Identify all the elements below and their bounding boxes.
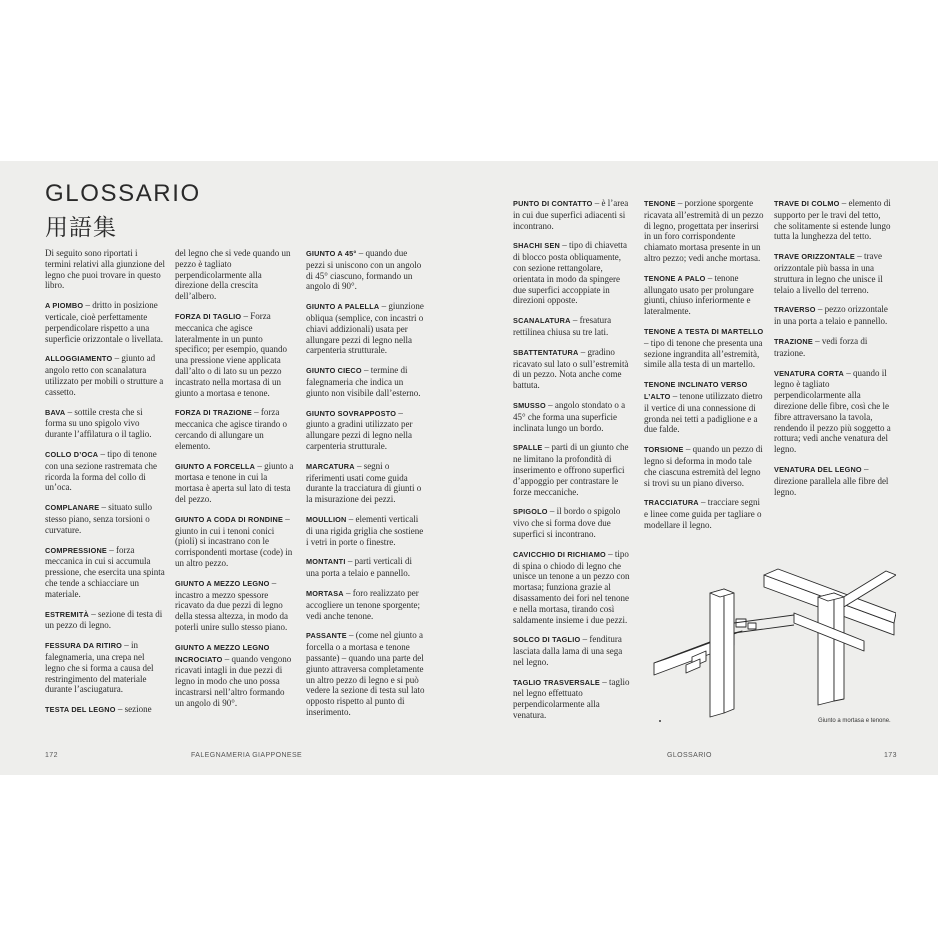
glossary-term: ALLOGGIAMENTO [45,354,113,364]
glossary-entry: MARCATURA – segni o riferimenti usati come guida durante la tracciatura di giunti o la misurazione dei pezzi. [306,460,422,505]
glossary-term: GIUNTO A FORCELLA [175,461,256,471]
glossary-term: SPIGOLO [513,507,548,517]
glossary-entry: GIUNTO A 45° – quando due pezzi si uniscono con un angolo di 45° ciascuno, formando un angolo di 90°. [306,248,422,292]
left-page-number: 172 [45,752,58,759]
glossary-definition: elemento di supporto per le travi del tetto, che solitamente si estende lungo tutta la lunghezza del tetto. [774,198,891,242]
glossary-entry: TENONE – porzione sporgente ricavata all’estremità di un pezzo di legno, progettata per inserirsi in un foro corrispondente chiamato mortasa presente in un altro pezzo; vedi anche mortasa. [644,198,764,263]
glossary-term: FORZA DI TRAZIONE [175,408,252,418]
glossary-entry: CAVICCHIO DI RICHIAMO – tipo di spina o chiodo di legno che unisce un tenone a un pezzo con mortasa; funziona grazie al disassamento dei fori nel tenone e nella mortasa, tirando così saldamente insieme i due pezzi. [513,548,630,625]
glossary-entry: COMPRESSIONE – forza meccanica in cui si accumula pressione, che esercita una spinta che tende a schiacciare un materiale. [45,544,165,599]
glossary-term: MONTANTI [306,557,346,567]
glossary-term: MOULLION [306,514,347,524]
glossary-definition: giunto ad angolo retto con scanalatura utilizzato per mobili o strutture a cassetto. [45,353,164,397]
glossary-definition: tenone allungato usato per prolungare giunti, chiuso inferiormente e lateralmente. [644,272,754,317]
glossary-term: TRAVERSO [774,305,816,315]
glossary-entry: TORSIONE – quando un pezzo di legno si deforma in modo tale che ciascuna estremità del legno si trovi su un piano diverso. [644,444,763,488]
glossary-definition: tipo di chiavetta di blocco posta obliquamente, con sezione rettangolare, orientata in modo da spingere due superfici accoppiate in direzioni opposte. [513,240,627,306]
glossary-definition: sottile cresta che si forma su uno spigolo vivo durante l’affilatura o il taglio. [45,406,152,440]
glossary-term: TORSIONE [644,445,684,455]
glossary-entry: GIUNTO A PALELLA – giunzione obliqua (semplice, con incastri o chiavi addizionali) usata per allungare pezzi di legno nella carpenteria strutturale. [306,301,424,356]
glossary-definition: quando il legno è tagliato perpendicolarmente alla direzione delle fibre, così che le fibre attraversano la tavola, rendendo il pezzo più soggetto a rottura; vedi anche venatura del legno. [774,367,891,455]
glossary-definition: gradino ricavato sul lato o sull’estremità di un pezzo. Nota anche come battuta. [513,346,629,391]
glossary-entry: TRACCIATURA – tracciare segni e linee come guida per tagliare o modellare il legno. [644,497,762,530]
glossary-entry: SBATTENTATURA – gradino ricavato sul lato o sull’estremità di un pezzo. Nota anche come battuta. [513,346,629,391]
glossary-term: COMPLANARE [45,503,100,513]
glossary-entry: COMPLANARE – situato sullo stesso piano, senza torsioni o curvature. [45,502,153,535]
glossary-entry: FESSURA DA RITIRO – in falegnameria, una crepa nel legno che si forma a causa del restringimento del materiale durante l’asciugatura. [45,640,154,695]
glossary-definition: termine di falegnameria che indica un giunto non visibile dall’esterno. [306,365,421,398]
glossary-term: A PIOMBO [45,301,84,311]
glossary-entry: TENONE INCLINATO VERSO L’ALTO – tenone utilizzato dietro il vertice di una connessione di gronda nei tetti a padiglione e a due falde. [644,380,763,435]
glossary-term: GIUNTO A MEZZO LEGNO INCROCIATO [175,642,270,664]
glossary-entries [644,198,764,531]
glossary-entry: GIUNTO A FORCELLA – giunto a mortasa e tenone in cui la mortasa è aperta sul lato di testa del pezzo. [175,460,294,504]
glossary-definition: vedi forza di trazione. [774,335,868,358]
right-page-number: 173 [884,752,897,759]
page-title-japanese: 用語集 [45,215,117,241]
glossary-term: SMUSSO [513,400,546,410]
glossary-definition: giunto in cui i tenoni conici (pioli) si incastrano con le corrispondenti mortase (code) in un altro pezzo. [175,525,293,568]
glossary-definition: parti di un giunto che ne limitano la profondità di inserimento e offrono superfici d’appoggio per contrastare le forze meccaniche. [513,442,629,497]
glossary-entry: TENONE A PALO – tenone allungato usato per prolungare giunti, chiuso inferiormente e lateralmente. [644,272,754,317]
glossary-entries [175,248,295,708]
glossary-entry: PASSANTE – (come nel giunto a forcella o a mortasa e tenone passante) – quando una parte del giunto attraversa completamente un altro pezzo di legno e si può vedere la sezione di testa sul lato opposto rispetto al punto di inserimento. [306,630,425,717]
glossary-definition: tipo di spina o chiodo di legno che unisce un tenone a un pezzo con mortasa; funziona grazie al disassamento dei fori nel tenone e nella mortasa, tirando così saldamente insieme i due pezzi. [513,548,630,625]
glossary-entries [45,300,165,716]
page-title: GLOSSARIO [45,180,201,207]
glossary-definition: forza meccanica in cui si accumula pressione, che esercita una spinta che tende a schiacciare un materiale. [45,544,165,599]
glossary-entry: SMUSSO – angolo stondato o a 45° che forma una superficie inclinata lungo un bordo. [513,399,626,433]
glossary-definition: giunzione obliqua (semplice, con incastri o chiavi addizionali) usata per allungare pezzi di legno nella carpenteria strutturale. [306,301,424,356]
glossary-term: SCANALATURA [513,316,571,326]
glossary-definition: Forza meccanica che agisce lateralmente in un punto specifico; per esempio, quando una pressione viene applicata dall’alto o di lato su un pezzo incastrato nella mortasa di un giunto a mortasa e tenone. [175,310,287,398]
mortise-tenon-joint-drawing [644,553,896,721]
glossary-term: BAVA [45,407,66,417]
glossary-term: TRACCIATURA [644,498,699,508]
glossary-definition: foro realizzato per accogliere un tenone sporgente; vedi anche tenone. [306,587,421,621]
illustration-mark [659,720,661,722]
glossary-definition: quando vengono ricavati intagli in due pezzi di legno in modo che uno possa incastrarsi nell’altro formando un angolo di 90°. [175,653,292,708]
glossary-entry: VENATURA CORTA – quando il legno è tagliato perpendicolarmente alla direzione delle fibre, così che le fibre attraversano la tavola, rendendo il pezzo più soggetto a rottura; vedi anche venatura del legno. [774,367,891,455]
glossary-term: TENONE A PALO [644,273,706,283]
glossary-term: TENONE A TESTA DI MARTELLO [644,326,764,336]
glossary-term: CAVICCHIO DI RICHIAMO [513,549,606,559]
glossary-term: TENONE [644,199,676,208]
glossary-definition: elementi verticali di una rigida griglia che sostiene i vetri in porte o finestre. [306,513,424,547]
glossary-entry: BAVA – sottile cresta che si forma su uno spigolo vivo durante l’affilatura o il taglio. [45,406,152,440]
glossary-column-5 [644,198,764,540]
glossary-term: TESTA DEL LEGNO [45,705,116,715]
glossary-term: TRAZIONE [774,336,813,346]
glossary-entry: GIUNTO A CODA DI RONDINE – giunto in cui i tenoni conici (pioli) si incastrano con le corrispondenti mortase (code) in un altro pezzo. [175,513,293,568]
glossary-definition: tipo di tenone che presenta una sezione ingrandita all’estremità, simile alla testa di un martello. [644,337,763,370]
glossary-definition: fenditura lasciata dalla lama di una sega nel legno. [513,634,623,667]
glossary-term: SOLCO DI TAGLIO [513,635,581,645]
glossary-entry: A PIOMBO – dritto in posizione verticale, cioè perfettamente perpendicolare rispetto a una superficie orizzontale o livellata. [45,300,163,344]
glossary-entry: SPALLE – parti di un giunto che ne limitano la profondità di inserimento e offrono superfici d’appoggio per contrastare le forze meccaniche. [513,442,629,497]
glossary-term: GIUNTO CIECO [306,366,362,376]
glossary-definition: pezzo orizzontale in una porta a telaio e pannello. [774,304,888,327]
right-running-head: GLOSSARIO [667,752,712,759]
glossary-definition: dritto in posizione verticale, cioè perfettamente perpendicolare rispetto a una superficie orizzontale o livellata. [45,300,163,344]
glossary-entry: FORZA DI TRAZIONE – forza meccanica che agisce tirando o cercando di allungare un elemento. [175,407,287,451]
glossary-entry: GIUNTO CIECO – termine di falegnameria che indica un giunto non visibile dall’esterno. [306,365,421,398]
glossary-term: MORTASA [306,588,344,598]
glossary-entry: GIUNTO SOVRAPPOSTO – giunto a gradini utilizzato per allungare pezzi di legno nella carpenteria strutturale. [306,407,413,451]
glossary-entry: SOLCO DI TAGLIO – fenditura lasciata dalla lama di una sega nel legno. [513,634,623,667]
glossary-entry: TRAVERSO – pezzo orizzontale in una porta a telaio e pannello. [774,304,888,327]
glossary-entry: GIUNTO A MEZZO LEGNO – incastro a mezzo spessore ricavato da due pezzi di legno della stessa altezza, in modo da poterli unire sullo stesso piano. [175,577,288,632]
glossary-entry: PUNTO DI CONTATTO – è l’area in cui due superfici adiacenti si incontrano. [513,198,629,231]
glossary-definition: situato sullo stesso piano, senza torsioni o curvature. [45,502,153,535]
glossary-entry: TRAVE DI COLMO – elemento di supporto per le travi del tetto, che solitamente si estende lungo tutta la lunghezza del tetto. [774,198,891,242]
glossary-definition: in falegnameria, una crepa nel legno che si forma a causa del restringimento del materiale durante l’asciugatura. [45,640,154,695]
glossary-entries [774,198,894,497]
glossary-entries [513,198,633,721]
glossary-term: SBATTENTATURA [513,347,579,357]
glossary-entry: SPIGOLO – il bordo o spigolo vivo che si forma dove due superfici si incontrano. [513,506,621,539]
glossary-definition: (come nel giunto a forcella o a mortasa e tenone passante) – quando una parte del giunto attraversa completamente un altro pezzo di legno e si può vedere la sezione di testa sul lato opposto rispetto al punto di inserimento. [306,630,425,717]
glossary-term: TRAVE ORIZZONTALE [774,252,855,262]
glossary-column-3 [306,248,426,727]
glossary-entry: MOULLION – elementi verticali di una rigida griglia che sostiene i vetri in porte o finestre. [306,513,424,547]
glossary-term: GIUNTO A 45° [306,249,357,258]
glossary-definition: giunto a gradini utilizzato per allungare pezzi di legno nella carpenteria strutturale. [306,419,413,451]
glossary-definition: direzione parallela alle fibre del legno. [774,475,889,497]
glossary-entry: ESTREMITÀ – sezione di testa di un pezzo di legno. [45,608,163,631]
glossary-term: PUNTO DI CONTATTO [513,199,593,208]
glossary-term: ESTREMITÀ [45,609,89,619]
glossary-term: VENATURA CORTA [774,368,844,378]
glossary-definition: parti verticali di una porta a telaio e pannello. [306,556,413,579]
illustration-caption: Giunto a mortasa e tenone. [818,718,891,724]
glossary-definition: tipo di tenone con una sezione rastremata che ricorda la forma del collo di un’oca. [45,448,157,493]
glossary-definition: tenone utilizzato dietro il vertice di una connessione di gronda nei tetti a padiglione e a due falde. [644,390,763,435]
glossary-definition: porzione sporgente ricavata all’estremità di un pezzo di legno, progettata per inserirsi in un foro corrispondente chiamato mortasa presente in un altro pezzo; vedi anche mortasa. [644,198,764,263]
glossary-entry: TAGLIO TRASVERSALE – taglio nel legno effettuato perpendicolarmente alla venatura. [513,676,630,721]
glossary-definition: trave orizzontale più bassa in una struttura in legno che unisce il telaio a livello del terreno. [774,251,883,295]
glossary-column-4 [513,198,633,730]
intro-paragraph: Di seguito sono riportati i termini relativi alla giunzione del legno che puoi trovare in questo libro. [45,248,165,291]
glossary-term: VENATURA DEL LEGNO [774,464,862,474]
glossary-column-2 [175,248,295,717]
left-running-head: FALEGNAMERIA GIAPPONESE [191,752,303,759]
glossary-definition: tracciare segni e linee come guida per tagliare o modellare il legno. [644,497,762,530]
glossary-term: MARCATURA [306,461,355,471]
glossary-entry: VENATURA DEL LEGNO – direzione parallela alle fibre del legno. [774,463,889,497]
glossary-definition: angolo stondato o a 45° che forma una superficie inclinata lungo un bordo. [513,399,626,433]
glossary-definition: segni o riferimenti usati come guida durante la tracciatura di giunti o la misurazione dei pezzi. [306,460,422,505]
glossary-entry: TRAZIONE – vedi forza di trazione. [774,335,868,358]
glossary-term: GIUNTO A PALELLA [306,302,380,312]
glossary-entry [175,248,295,302]
glossary-term: GIUNTO A MEZZO LEGNO [175,578,270,588]
glossary-term: COMPRESSIONE [45,545,108,555]
glossary-term: TENONE INCLINATO VERSO L’ALTO [644,380,748,401]
glossary-definition: forza meccanica che agisce tirando o cercando di allungare un elemento. [175,407,287,451]
glossary-term: SHACHI SEN [513,241,561,251]
glossary-term: TRAVE DI COLMO [774,199,840,208]
glossary-term: TAGLIO TRASVERSALE [513,677,600,687]
glossary-definition: taglio nel legno effettuato perpendicolarmente alla venatura. [513,676,630,721]
glossary-term: FORZA DI TAGLIO [175,311,242,321]
glossary-definition: quando due pezzi si uniscono con un angolo di 45° ciascuno, formando un angolo di 90°. [306,248,422,292]
glossary-entry: GIUNTO A MEZZO LEGNO INCROCIATO – quando vengono ricavati intagli in due pezzi di legno in modo che uno possa incastrarsi nell’altro formando un angolo di 90°. [175,642,292,708]
glossary-definition: sezione [124,704,152,715]
glossary-entry: TENONE A TESTA DI MARTELLO – tipo di tenone che presenta una sezione ingrandita all’estremità, simile alla testa di un martello. [644,326,764,370]
glossary-term: FESSURA DA RITIRO [45,641,123,651]
glossary-term: GIUNTO SOVRAPPOSTO [306,408,397,418]
glossary-definition: del legno che si vede quando un pezzo è tagliato perpendicolarmente alla direzione della crescita dell’albero. [175,248,291,302]
glossary-entry: TESTA DEL LEGNO – sezione [45,704,152,715]
glossary-term: SPALLE [513,443,543,453]
glossary-term: COLLO D’OCA [45,449,99,459]
glossary-definition: il bordo o spigolo vivo che si forma dove due superfici si incontrano. [513,506,621,539]
glossary-column-1 [45,248,165,725]
glossary-definition: quando un pezzo di legno si deforma in modo tale che ciascuna estremità del legno si trovi su un piano diverso. [644,444,763,488]
glossary-entry: COLLO D’OCA – tipo di tenone con una sezione rastremata che ricorda la forma del collo di un’oca. [45,448,157,493]
glossary-entry: MORTASA – foro realizzato per accogliere un tenone sporgente; vedi anche tenone. [306,587,421,621]
glossary-entry: FORZA DI TAGLIO – Forza meccanica che agisce lateralmente in un punto specifico; per esempio, quando una pressione viene applicata dall’alto o di lato su un pezzo incastrato nella mortasa di un giunto a mortasa e tenone. [175,310,287,398]
glossary-column-6 [774,198,894,506]
glossary-entry: SCANALATURA – fresatura rettilinea chiusa su tre lati. [513,315,612,337]
glossary-entry: ALLOGGIAMENTO – giunto ad angolo retto con scanalatura utilizzato per mobili o strutture a cassetto. [45,353,164,397]
glossary-definition: fresatura rettilinea chiusa su tre lati. [513,315,612,337]
glossary-entry: SHACHI SEN – tipo di chiavetta di blocco posta obliquamente, con sezione rettangolare, orientata in modo da spingere due superfici accoppiate in direzioni opposte. [513,240,627,306]
glossary-definition: sezione di testa di un pezzo di legno. [45,608,163,631]
glossary-entry: TRAVE ORIZZONTALE – trave orizzontale più bassa in una struttura in legno che unisce il telaio a livello del terreno. [774,251,883,295]
glossary-definition: incastro a mezzo spessore ricavato da due pezzi di legno della stessa altezza, in modo da poterli unire sullo stesso piano. [175,589,288,632]
glossary-entry: MONTANTI – parti verticali di una porta a telaio e pannello. [306,556,413,579]
glossary-entries [306,248,426,718]
glossary-term: GIUNTO A CODA DI RONDINE [175,514,284,524]
glossary-definition: giunto a mortasa e tenone in cui la mortasa è aperta sul lato di testa del pezzo. [175,460,294,504]
glossary-term: PASSANTE [306,631,347,641]
glossary-definition: è l’area in cui due superfici adiacenti si incontrano. [513,198,629,231]
